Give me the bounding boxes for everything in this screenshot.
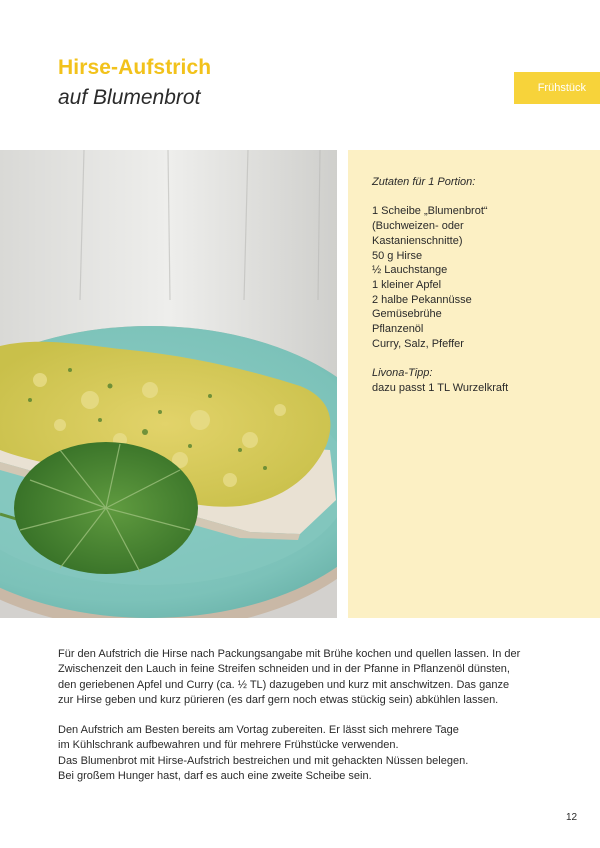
instruction-line: Den Aufstrich am Besten bereits am Vortag zubereiten. Er lässt sich mehrere Tage	[58, 724, 459, 737]
ingredient-item: Gemüsebrühe	[372, 308, 442, 321]
category-tab	[514, 72, 600, 104]
ingredient-item: Kastanienschnitte)	[372, 234, 463, 247]
category-tab-label: Frühstück	[537, 82, 586, 94]
instructions	[58, 647, 558, 784]
instruction-line: Zwischenzeit den Lauch in feine Streifen schneiden und in der Pfanne in Pflanzenöl dünsten,	[58, 663, 510, 676]
ingredient-item: Pflanzenöl	[372, 323, 424, 336]
ingredient-item: ½ Lauchstange	[372, 264, 448, 277]
instruction-line: Bei großem Hunger hast, darf es auch eine zweite Scheibe sein.	[58, 770, 372, 783]
ingredient-item: Curry, Salz, Pfeffer	[372, 337, 464, 350]
ingredients-heading: Zutaten für 1 Portion:	[372, 176, 476, 188]
instruction-line: zur Hirse geben und kurz pürieren (es darf gern noch etwas stückig sein) abkühlen lassen.	[58, 693, 499, 706]
recipe-subtitle: auf Blumenbrot	[58, 86, 201, 109]
page-number: 12	[566, 812, 578, 823]
instruction-line: Das Blumenbrot mit Hirse-Aufstrich bestreichen und mit gehackten Nüssen belegen.	[58, 754, 469, 767]
ingredient-item: 2 halbe Pekannüsse	[372, 293, 472, 306]
recipe-title: Hirse-Aufstrich	[58, 56, 212, 79]
tip-text: dazu passt 1 TL Wurzelkraft	[372, 381, 509, 394]
instruction-line: den geriebenen Apfel und Curry (ca. ½ TL) dazugeben und kurz mit anschwitzen. Das ganze	[58, 678, 510, 691]
ingredient-item: (Buchweizen- oder	[372, 220, 464, 233]
ingredient-item: 50 g Hirse	[372, 249, 423, 262]
tip-heading: Livona-Tipp:	[372, 367, 433, 380]
ingredient-item: 1 kleiner Apfel	[372, 278, 442, 291]
instruction-line: im Kühlschrank aufbewahren und für mehrere Frühstücke verwenden.	[58, 739, 399, 752]
recipe-photo	[0, 150, 337, 618]
ingredients-panel	[348, 150, 600, 618]
instruction-line: Für den Aufstrich die Hirse nach Packungsangabe mit Brühe kochen und quellen lassen. In der	[58, 648, 521, 660]
ingredient-item: 1 Scheibe „Blumenbrot“	[372, 205, 488, 218]
